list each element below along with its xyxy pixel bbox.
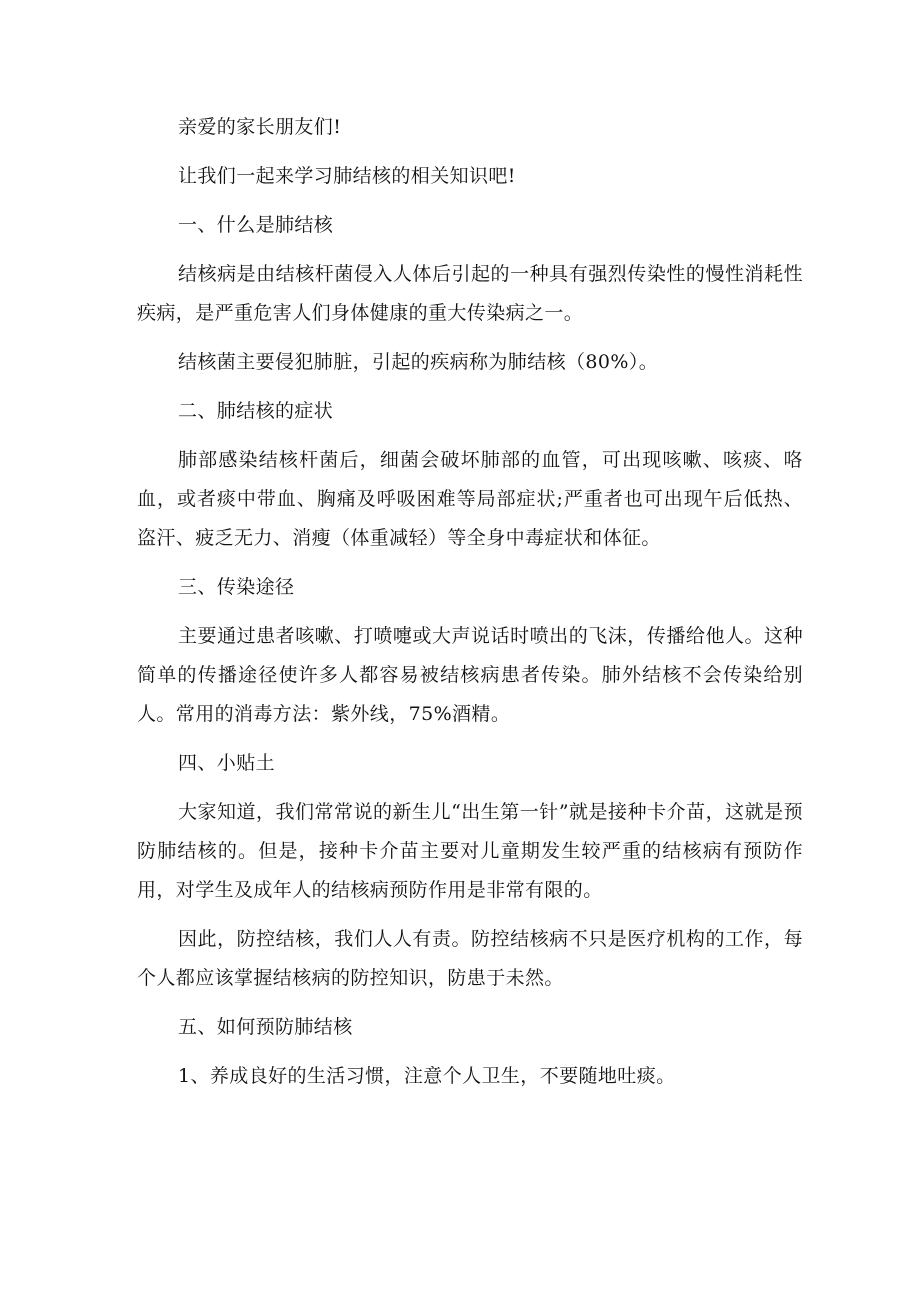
document-body — [137, 108, 803, 1106]
paragraph: 结核菌主要侵犯肺脏，引起的疾病称为肺结核（80%）。 — [178, 351, 659, 373]
section-heading-prevention: 五、如何预防肺结核 — [178, 1016, 353, 1038]
paragraph: 大家知道，我们常常说的新生儿“出生第一针”就是接种卡介苗，这就是预防肺结核的。但是，接种卡介苗主要对儿童期发生较严重的结核病有预防作用，对学生及成年人的结核病预防作用是非常有限的。 — [137, 801, 803, 901]
section-heading-tips: 四、小贴土 — [178, 752, 276, 774]
section-heading-what-is-tb: 一、什么是肺结核 — [178, 214, 334, 236]
section-heading-transmission: 三、传染途径 — [178, 576, 295, 598]
paragraph: 因此，防控结核，我们人人有责。防控结核病不只是医疗机构的工作，每个人都应该掌握结核病的防控知识，防患于未然。 — [137, 928, 803, 989]
paragraph: 主要通过患者咳嗽、打喷嚏或大声说话时喷出的飞沫，传播给他人。这种简单的传播途径使许多人都容易被结核病患者传染。肺外结核不会传染给别人。常用的消毒方法：紫外线，75%酒精。 — [137, 625, 803, 725]
greeting: 亲爱的家长朋友们! — [178, 116, 342, 138]
section-heading-symptoms: 二、肺结核的症状 — [178, 400, 334, 422]
paragraph: 肺部感染结核杆菌后，细菌会破坏肺部的血管，可出现咳嗽、咳痰、咯血，或者痰中带血、胸痛及呼吸困难等局部症状;严重者也可出现午后低热、盗汗、疲乏无力、消瘦（体重减轻）等全身中毒症状和体征。 — [137, 449, 803, 549]
intro: 让我们一起来学习肺结核的相关知识吧! — [178, 165, 516, 187]
paragraph: 1、养成良好的生活习惯，注意个人卫生，不要随地吐痰。 — [178, 1065, 676, 1087]
paragraph: 结核病是由结核杆菌侵入人体后引起的一种具有强烈传染性的慢性消耗性疾病，是严重危害人们身体健康的重大传染病之一。 — [137, 263, 803, 324]
